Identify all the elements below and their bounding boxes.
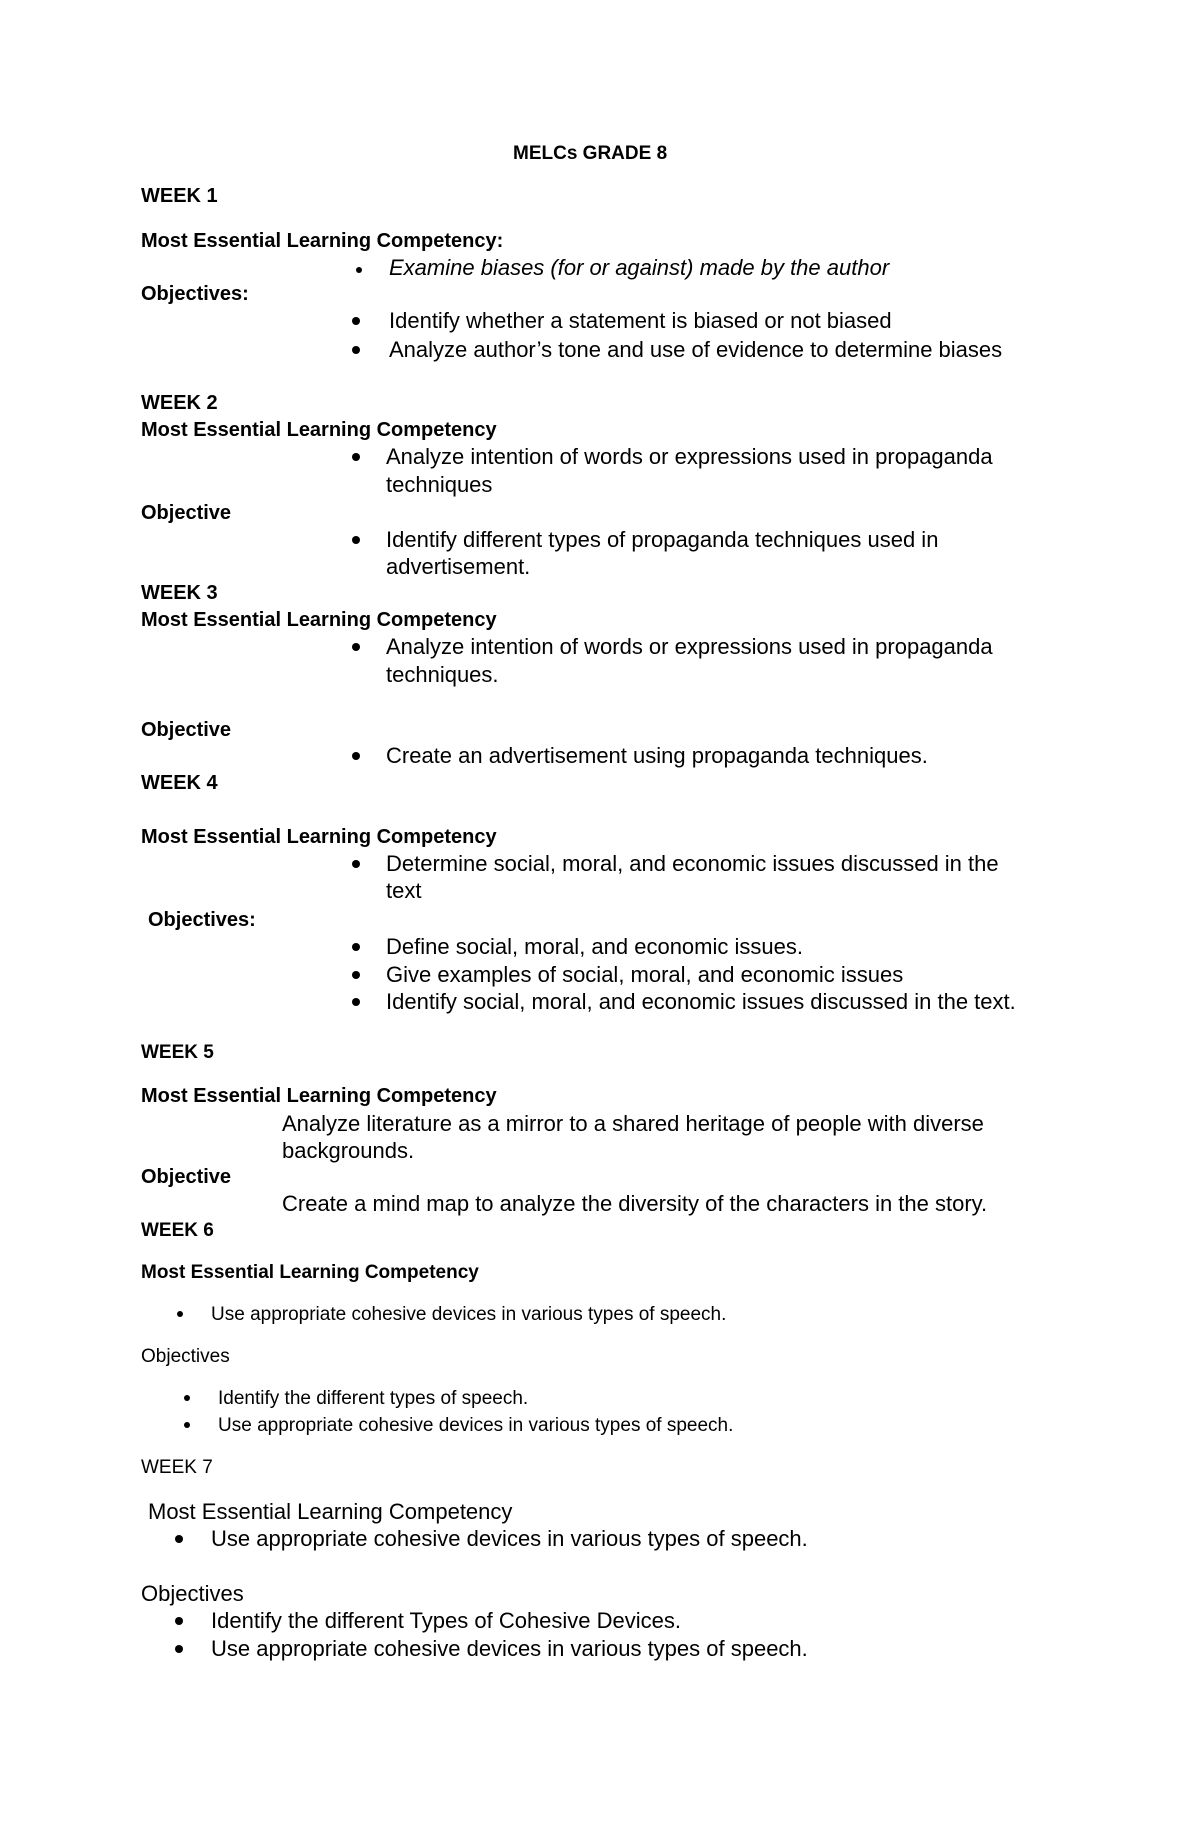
week-2-mlc-label: Most Essential Learning Competency (141, 419, 497, 441)
bullet-icon (352, 998, 360, 1006)
week-7-mlc-label: Most Essential Learning Competency (148, 1499, 513, 1524)
week-7-mlc-text: Use appropriate cohesive devices in various types of speech. (211, 1526, 808, 1551)
week-4-objectives-label: Objectives: (148, 909, 256, 931)
bullet-icon (356, 267, 362, 273)
page-title: MELCs GRADE 8 (513, 143, 668, 164)
week-5-mlc-line-2: backgrounds. (282, 1138, 415, 1163)
week-6-mlc-label: Most Essential Learning Competency (141, 1262, 479, 1283)
week-1-mlc-label: Most Essential Learning Competency: (141, 230, 504, 252)
bullet-icon (352, 752, 360, 760)
week-2-objective-label: Objective (141, 502, 232, 524)
week-5-mlc-label: Most Essential Learning Competency (141, 1085, 497, 1107)
bullet-icon (352, 971, 360, 979)
week-6-mlc-text: Use appropriate cohesive devices in various types of speech. (211, 1304, 727, 1325)
week-2-mlc-line-2: techniques (386, 472, 493, 497)
week-2-objective-line-2: advertisement. (386, 554, 531, 579)
week-5-objective-label: Objective (141, 1166, 232, 1188)
bullet-icon (352, 643, 360, 651)
bullet-icon (175, 1617, 183, 1625)
week-7-objective-2: Use appropriate cohesive devices in various types of speech. (211, 1636, 808, 1661)
week-6-heading: WEEK 6 (141, 1220, 214, 1241)
week-1-objective-1: Identify whether a statement is biased or not biased (389, 308, 892, 333)
week-4-objective-1: Define social, moral, and economic issues. (386, 934, 803, 959)
week-4-mlc-line-1: Determine social, moral, and economic issues discussed in the (386, 851, 999, 876)
week-2-objective-line-1: Identify different types of propaganda techniques used in (386, 527, 939, 552)
week-5-mlc-line-1: Analyze literature as a mirror to a shared heritage of people with diverse (282, 1111, 984, 1136)
week-6-objective-1: Identify the different types of speech. (218, 1388, 529, 1409)
week-3-objective-label: Objective (141, 719, 232, 741)
week-1-objective-2: Analyze author’s tone and use of evidence to determine biases (389, 337, 1003, 362)
bullet-icon (184, 1422, 190, 1428)
bullet-icon (175, 1535, 183, 1543)
bullet-icon (177, 1311, 183, 1317)
week-5-heading: WEEK 5 (141, 1042, 214, 1063)
week-4-objective-3: Identify social, moral, and economic issues discussed in the text. (386, 989, 1016, 1014)
week-7-objective-1: Identify the different Types of Cohesive Devices. (211, 1608, 682, 1633)
week-4-mlc-label: Most Essential Learning Competency (141, 826, 497, 848)
week-3-mlc-label: Most Essential Learning Competency (141, 609, 497, 631)
week-1-objectives-label: Objectives: (141, 283, 249, 305)
week-6-objectives-label: Objectives (141, 1346, 230, 1367)
week-3-heading: WEEK 3 (141, 582, 218, 604)
week-6-objective-2: Use appropriate cohesive devices in various types of speech. (218, 1415, 734, 1436)
bullet-icon (175, 1645, 183, 1653)
bullet-icon (352, 860, 360, 868)
week-1-mlc-text: Examine biases (for or against) made by the author (389, 255, 890, 280)
week-7-heading: WEEK 7 (141, 1457, 213, 1478)
week-3-mlc-line-1: Analyze intention of words or expressions used in propaganda (386, 634, 993, 659)
bullet-icon (184, 1395, 190, 1401)
week-2-heading: WEEK 2 (141, 392, 218, 414)
week-3-objective: Create an advertisement using propaganda techniques. (386, 743, 928, 768)
week-4-heading: WEEK 4 (141, 772, 218, 794)
week-5-objective: Create a mind map to analyze the diversity of the characters in the story. (282, 1191, 988, 1216)
bullet-icon (352, 453, 360, 461)
week-7-objectives-label: Objectives (141, 1581, 244, 1606)
week-3-mlc-line-2: techniques. (386, 662, 499, 687)
week-4-mlc-line-2: text (386, 878, 422, 903)
bullet-icon (352, 943, 360, 951)
bullet-icon (352, 346, 360, 354)
week-1-heading: WEEK 1 (141, 185, 218, 207)
bullet-icon (352, 536, 360, 544)
week-4-objective-2: Give examples of social, moral, and economic issues (386, 962, 904, 987)
week-2-mlc-line-1: Analyze intention of words or expressions used in propaganda (386, 444, 993, 469)
bullet-icon (352, 317, 360, 325)
